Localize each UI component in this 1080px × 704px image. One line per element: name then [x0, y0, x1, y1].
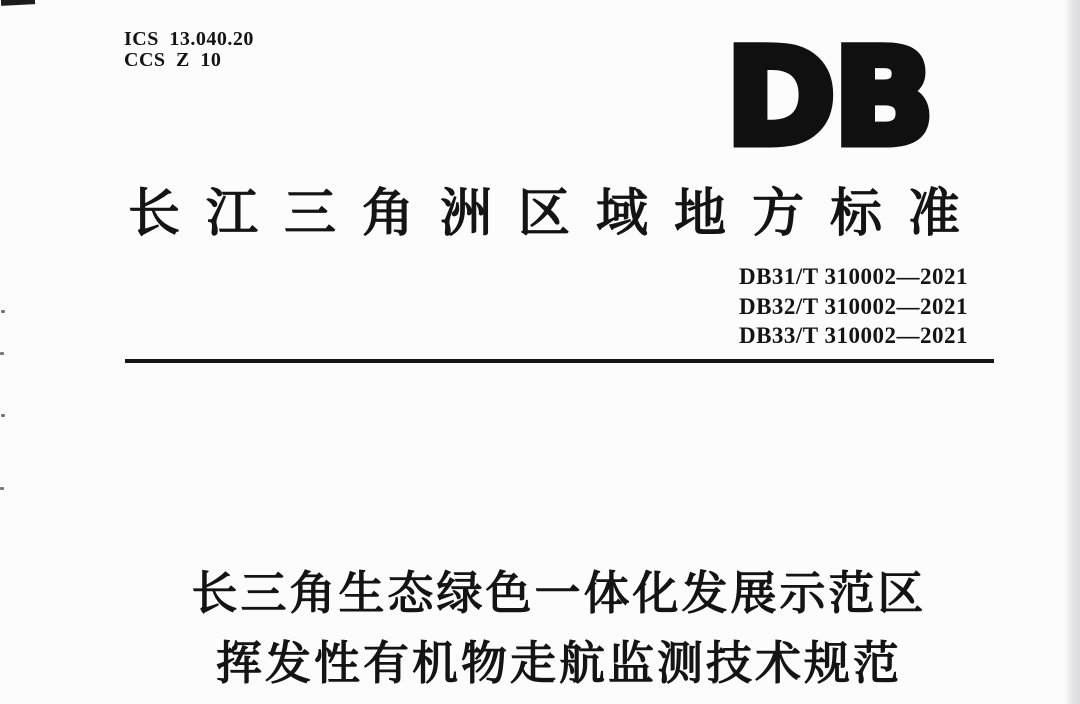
db-logo [722, 34, 944, 156]
standard-number-db33: DB33/T 310002—2021 [738, 323, 968, 348]
standard-category-title: 长江三角洲区域地方标准 [128, 185, 987, 243]
standard-number-db32: DB32/T 310002—2021 [738, 293, 968, 319]
document-title-line1: 长三角生态绿色一体化发展示范区 [191, 567, 927, 619]
scan-speck [0, 352, 4, 355]
scan-corner-mark [1, 0, 35, 6]
standard-numbers [739, 262, 968, 351]
document-title-line2: 挥发性有机物走航监测技术规范 [216, 637, 902, 689]
db-logo-text: DB [726, 34, 933, 156]
standard-number-db31: DB31/T 310002—2021 [738, 264, 968, 289]
ics-code: ICS 13.040.20 [124, 28, 254, 50]
ccs-code: CCS Z 10 [124, 49, 222, 71]
classification-codes [124, 29, 254, 71]
scan-speck [1, 414, 5, 417]
scan-speck [1, 310, 5, 313]
header-divider [125, 359, 994, 363]
page-edge-shadow [1064, 0, 1080, 704]
scan-speck [0, 487, 4, 490]
